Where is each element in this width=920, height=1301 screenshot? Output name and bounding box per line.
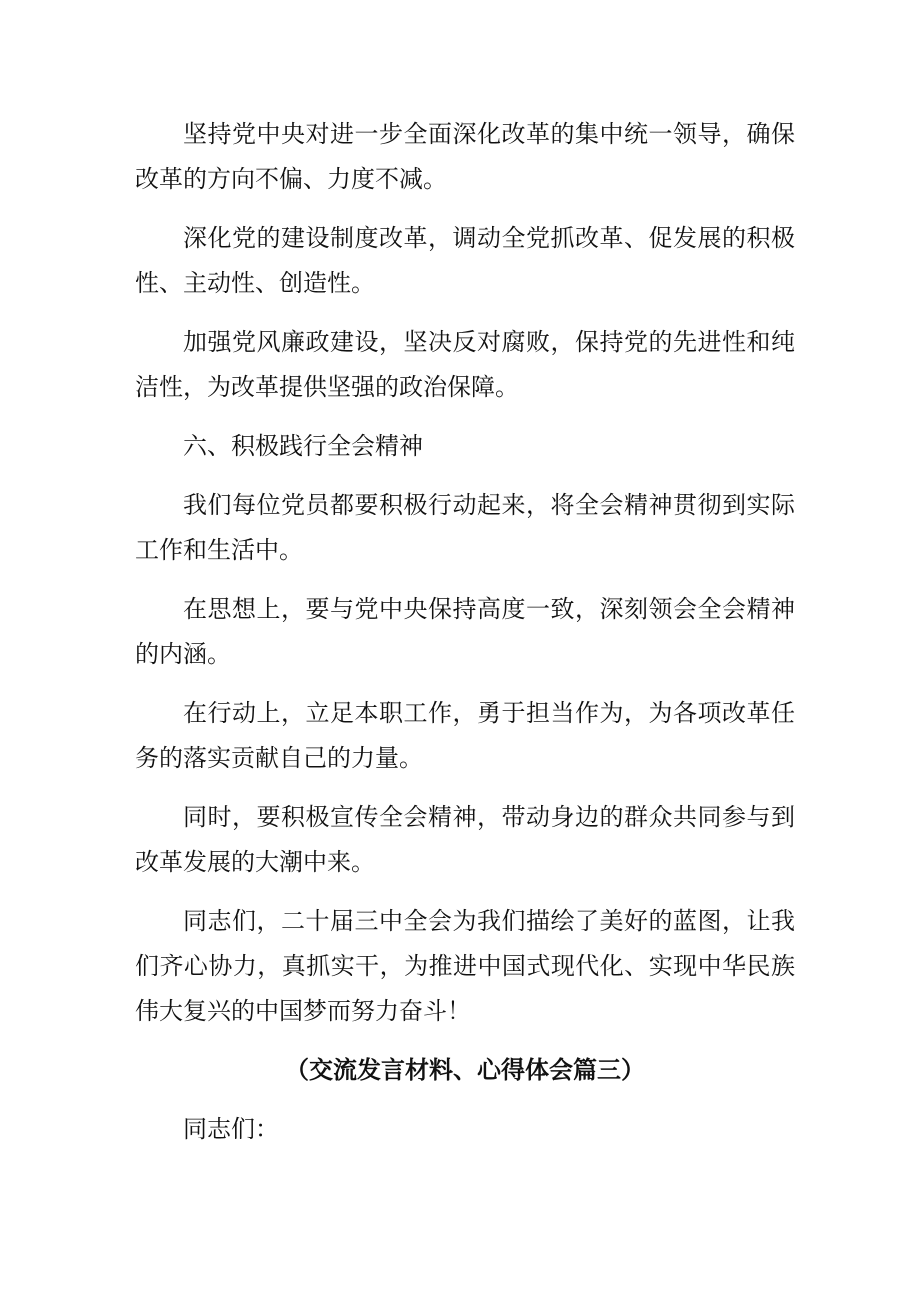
paragraph: 同志们，二十届三中全会为我们描绘了美好的蓝图，让我们齐心协力，真抓实干，为推进中国式现代化、实现中华民族伟大复兴的中国梦而努力奋斗！ bbox=[135, 907, 795, 1025]
paragraph: 我们每位党员都要积极行动起来，将全会精神贯彻到实际工作和生活中。 bbox=[135, 491, 795, 564]
section-heading: 六、积极践行全会精神 bbox=[183, 432, 423, 460]
paragraph: 同时，要积极宣传全会精神，带动身边的群众共同参与到改革发展的大潮中来。 bbox=[135, 803, 795, 876]
next-article-title: （交流发言材料、心得体会篇三） bbox=[285, 1056, 645, 1084]
paragraph: 在行动上，立足本职工作，勇于担当作为，为各项改革任务的落实贡献自己的力量。 bbox=[135, 699, 795, 772]
document-body bbox=[135, 112, 795, 1152]
paragraph: 加强党风廉政建设，坚决反对腐败，保持党的先进性和纯洁性，为改革提供坚强的政治保障。 bbox=[135, 328, 795, 401]
salutation: 同志们： bbox=[183, 1115, 279, 1143]
paragraph: 深化党的建设制度改革，调动全党抓改革、促发展的积极性、主动性、创造性。 bbox=[135, 224, 795, 297]
paragraph: 在思想上，要与党中央保持高度一致，深刻领会全会精神的内涵。 bbox=[135, 595, 795, 668]
paragraph: 坚持党中央对进一步全面深化改革的集中统一领导，确保改革的方向不偏、力度不减。 bbox=[135, 120, 795, 193]
